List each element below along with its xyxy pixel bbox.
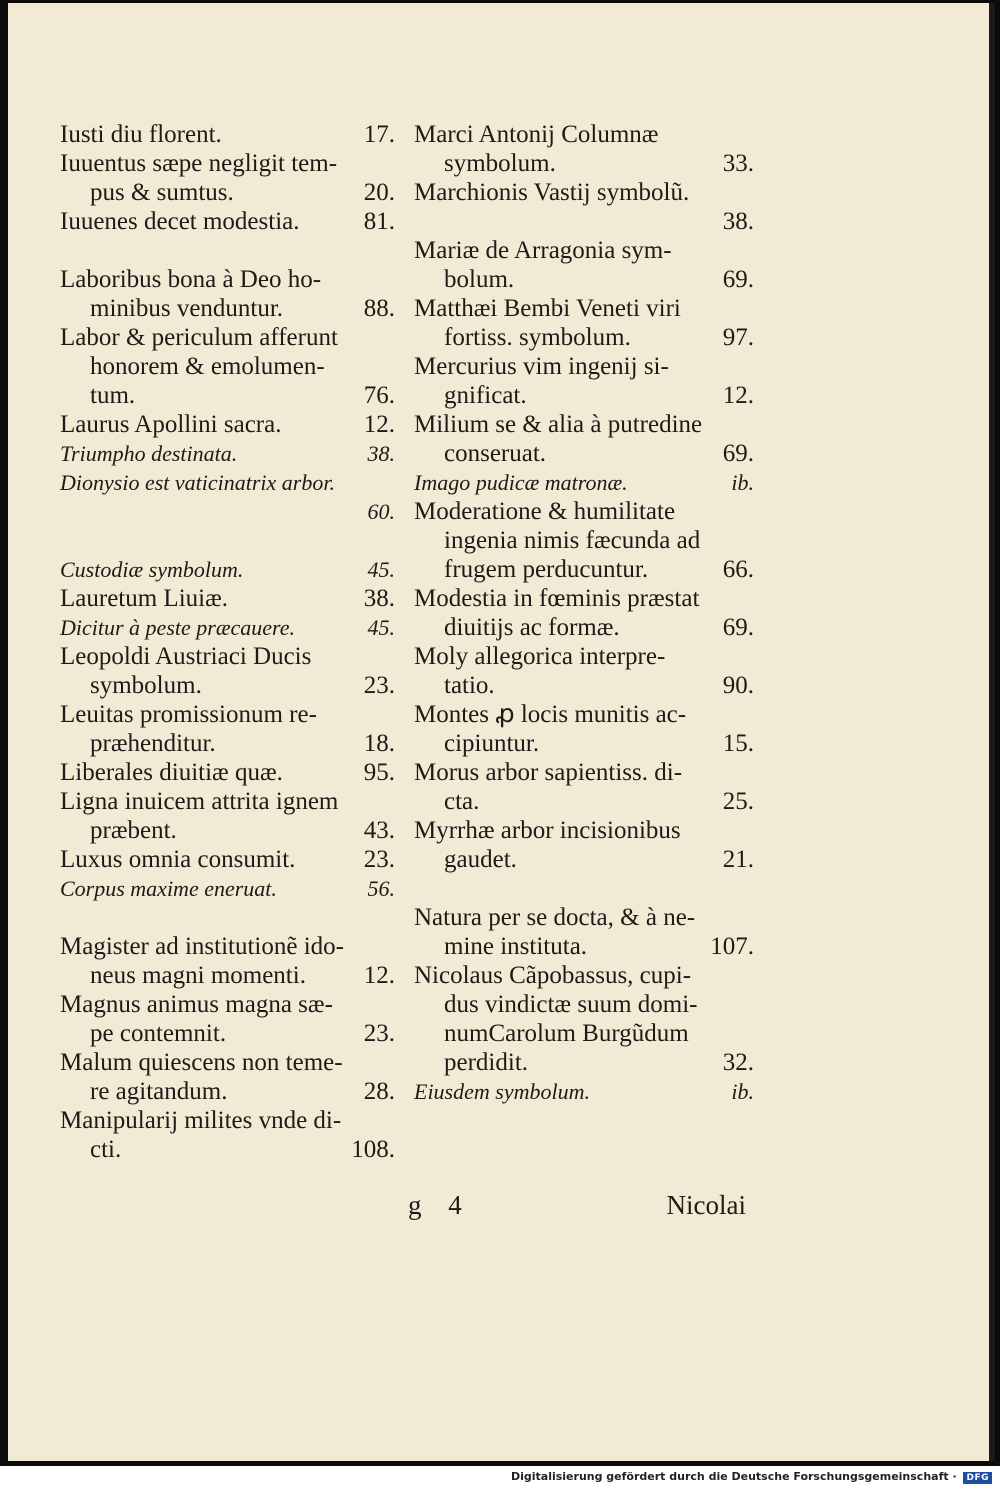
entry-text: Laboribus bona à Deo ho- — [60, 266, 322, 293]
index-entry — [60, 439, 395, 468]
page-reference: 23. — [363, 672, 395, 699]
page-reference: 33. — [722, 150, 754, 177]
entry-text: Iusti diu florent. — [60, 121, 222, 148]
index-entry — [60, 700, 395, 758]
entry-text: perdidit. — [444, 1049, 529, 1076]
page-reference: 45. — [367, 615, 395, 640]
entry-text — [444, 207, 717, 236]
entry-line — [60, 294, 395, 323]
page-reference: 12. — [363, 411, 395, 438]
index-entry — [414, 903, 754, 961]
page-reference: 66. — [722, 556, 754, 583]
index-entry — [60, 787, 395, 845]
section-gap — [60, 236, 395, 265]
entry-text: Manipularij milites vnde di- — [60, 1107, 342, 1134]
entry-line — [60, 207, 395, 236]
entry-line — [60, 323, 395, 352]
entry-text: Marchionis Vastij symbolũ. — [414, 179, 690, 206]
entry-line — [414, 700, 754, 729]
entry-text: Luxus omnia consumit. — [60, 846, 296, 873]
page-reference: 69. — [722, 440, 754, 467]
entry-text: præbent. — [90, 817, 177, 844]
entry-text: re agitandum. — [90, 1078, 228, 1105]
index-entry — [60, 207, 395, 236]
entry-text: Matthæi Bembi Veneti viri — [414, 295, 681, 322]
entry-line — [60, 468, 395, 497]
index-entry — [60, 845, 395, 874]
entry-line — [60, 178, 395, 207]
entry-line — [414, 207, 754, 236]
entry-text: Liberales diuitiæ quæ. — [60, 759, 283, 786]
page-reference: 32. — [722, 1049, 754, 1076]
entry-line — [60, 265, 395, 294]
page-reference: 95. — [363, 759, 395, 786]
entry-line — [414, 613, 754, 642]
index-entry — [60, 323, 395, 410]
entry-text: Laurus Apollini sacra. — [60, 411, 282, 438]
entry-text: Iuuentus sæpe negligit tem- — [60, 150, 338, 177]
page-reference: 108. — [351, 1136, 395, 1163]
entry-line — [60, 1077, 395, 1106]
index-entry — [60, 613, 395, 642]
entry-line — [60, 758, 395, 787]
page-reference: 69. — [722, 266, 754, 293]
entry-line — [414, 990, 754, 1019]
entry-line — [414, 468, 754, 497]
index-entry — [414, 294, 754, 352]
entry-line — [60, 439, 395, 468]
index-entry — [414, 236, 754, 294]
entry-text: Imago pudicæ matronæ. — [414, 470, 628, 495]
entry-text: pus & sumtus. — [90, 179, 234, 206]
entry-text: Moderatione & humilitate — [414, 498, 676, 525]
entry-line — [414, 932, 754, 961]
entry-text: ingenia nimis fæcunda ad — [444, 527, 701, 554]
page-reference: 45. — [367, 557, 395, 582]
entry-text: cti. — [90, 1136, 122, 1163]
entry-line — [60, 149, 395, 178]
index-entry — [60, 584, 395, 613]
entry-line — [414, 294, 754, 323]
entry-line — [60, 845, 395, 874]
entry-line — [60, 381, 395, 410]
index-entry — [414, 816, 754, 874]
index-entry — [60, 874, 395, 903]
page-reference: ib. — [731, 1079, 754, 1104]
index-entry — [60, 410, 395, 439]
entry-text: cta. — [444, 788, 480, 815]
index-entry — [60, 468, 395, 526]
entry-line — [414, 729, 754, 758]
entry-text: gaudet. — [444, 846, 517, 873]
entry-line — [414, 1048, 754, 1077]
entry-line — [414, 671, 754, 700]
entry-text: Labor & periculum afferunt — [60, 324, 338, 351]
entry-text: Mariæ de Arragonia sym- — [414, 237, 672, 264]
entry-text: tatio. — [444, 672, 495, 699]
page-reference: 25. — [722, 788, 754, 815]
signature-mark: g 4 — [408, 1190, 472, 1220]
entry-line — [414, 323, 754, 352]
index-entry — [414, 468, 754, 497]
entry-line — [414, 178, 754, 207]
entry-line — [60, 1106, 395, 1135]
dfg-logo: DFG — [963, 1472, 992, 1484]
credit-text: Digitalisierung gefördert durch die Deutsche Forschungsgemeinschaft · — [510, 1470, 957, 1483]
entry-text: Marci Antonij Columnæ — [414, 121, 659, 148]
entry-text: bolum. — [444, 266, 515, 293]
index-entry — [60, 932, 395, 990]
entry-line — [60, 410, 395, 439]
page-reference: 97. — [722, 324, 754, 351]
index-column-right — [414, 120, 754, 1106]
index-column-left — [60, 120, 395, 1164]
entry-line — [414, 352, 754, 381]
index-entry — [414, 497, 754, 584]
entry-text: honorem & emolumen- — [90, 353, 325, 380]
index-entry — [60, 758, 395, 787]
entry-line — [60, 1048, 395, 1077]
index-entry — [60, 265, 395, 323]
entry-text: Malum quiescens non teme- — [60, 1049, 343, 1076]
entry-line — [414, 265, 754, 294]
entry-line — [414, 439, 754, 468]
index-entry — [60, 1106, 395, 1164]
page-reference: 81. — [363, 208, 395, 235]
index-entry — [414, 352, 754, 410]
entry-text: fortiss. symbolum. — [444, 324, 631, 351]
entry-line — [414, 816, 754, 845]
entry-text: dus vindictæ suum domi- — [444, 991, 698, 1018]
page-reference: 18. — [363, 730, 395, 757]
page-reference: 60. — [367, 499, 395, 524]
entry-line — [60, 555, 395, 584]
section-gap — [60, 903, 395, 932]
entry-text: Natura per se docta, & à ne- — [414, 904, 696, 931]
index-entry — [414, 178, 754, 236]
entry-line — [60, 497, 395, 526]
entry-text: tum. — [90, 382, 136, 409]
page-reference: 28. — [363, 1078, 395, 1105]
entry-line — [414, 961, 754, 990]
entry-line — [60, 700, 395, 729]
entry-line — [60, 671, 395, 700]
entry-line — [414, 1019, 754, 1048]
index-entry — [414, 758, 754, 816]
index-entry — [414, 1077, 754, 1106]
entry-text: Magister ad institutionẽ ido- — [60, 933, 344, 960]
section-gap — [414, 874, 754, 903]
index-entry — [60, 642, 395, 700]
entry-line — [414, 845, 754, 874]
entry-text: Magnus animus magna sæ- — [60, 991, 333, 1018]
entry-line — [60, 787, 395, 816]
page-reference: 56. — [367, 876, 395, 901]
entry-line — [60, 1135, 395, 1164]
page-reference: 90. — [722, 672, 754, 699]
page-reference: 12. — [722, 382, 754, 409]
entry-line — [60, 729, 395, 758]
entry-line — [60, 961, 395, 990]
entry-text: diuitijs ac formæ. — [444, 614, 620, 641]
entry-line — [60, 352, 395, 381]
page-reference: 107. — [710, 933, 754, 960]
entry-line — [414, 149, 754, 178]
entry-line — [414, 381, 754, 410]
entry-text: gnificat. — [444, 382, 527, 409]
section-gap — [60, 526, 395, 555]
entry-text: Dicitur à peste præcauere. — [60, 615, 296, 640]
page-reference: 88. — [363, 295, 395, 322]
entry-line — [60, 874, 395, 903]
entry-text: Leuitas promissionum re- — [60, 701, 317, 728]
entry-line — [414, 555, 754, 584]
entry-text: Lauretum Liuiæ. — [60, 585, 229, 612]
entry-text: Eiusdem symbolum. — [414, 1079, 590, 1104]
index-entry — [414, 120, 754, 178]
entry-line — [60, 1019, 395, 1048]
page-reference: 15. — [722, 730, 754, 757]
entry-text: Mercurius vim ingenij si- — [414, 353, 669, 380]
entry-line — [414, 236, 754, 265]
entry-line — [414, 903, 754, 932]
entry-text: Moly allegorica interpre- — [414, 643, 666, 670]
index-entry — [414, 961, 754, 1077]
entry-line — [414, 642, 754, 671]
entry-line — [60, 990, 395, 1019]
entry-text — [90, 497, 362, 526]
entry-text: frugem perducuntur. — [444, 556, 649, 583]
entry-text: minibus venduntur. — [90, 295, 284, 322]
entry-line — [414, 120, 754, 149]
entry-line — [414, 787, 754, 816]
page-footer — [406, 1190, 746, 1230]
index-entry — [60, 120, 395, 149]
entry-text: Nicolaus Cãpobassus, cupi- — [414, 962, 692, 989]
entry-text: Triumpho destinata. — [60, 441, 238, 466]
entry-text: præhenditur. — [90, 730, 216, 757]
entry-line — [60, 120, 395, 149]
page-reference: ib. — [731, 470, 754, 495]
page-reference: 38. — [363, 585, 395, 612]
index-entry — [60, 1048, 395, 1106]
entry-line — [60, 816, 395, 845]
page-reference: 69. — [722, 614, 754, 641]
entry-line — [60, 613, 395, 642]
entry-text: Custodiæ symbolum. — [60, 557, 244, 582]
entry-line — [414, 497, 754, 526]
entry-text: symbolum. — [90, 672, 202, 699]
entry-line — [414, 526, 754, 555]
index-entry — [60, 990, 395, 1048]
entry-text: Dionysio est vaticinatrix arbor. — [60, 470, 335, 495]
page-reference: 23. — [363, 1020, 395, 1047]
index-entry — [414, 700, 754, 758]
page-reference: 23. — [363, 846, 395, 873]
catchword: Nicolai — [666, 1190, 746, 1220]
entry-text: Milium se & alia à putredine — [414, 411, 703, 438]
page-reference: 12. — [363, 962, 395, 989]
entry-line — [60, 642, 395, 671]
index-entry — [414, 584, 754, 642]
entry-text: numCarolum Burgũdum — [444, 1020, 689, 1047]
digitization-credit — [511, 1470, 992, 1484]
entry-text: Iuuenes decet modestia. — [60, 208, 300, 235]
entry-text: Ligna inuicem attrita ignem — [60, 788, 339, 815]
entry-line — [414, 410, 754, 439]
index-entry — [414, 642, 754, 700]
page-reference: 17. — [363, 121, 395, 148]
page-reference: 76. — [363, 382, 395, 409]
entry-text: Montes ꝓ locis munitis ac- — [414, 701, 687, 728]
entry-text: conseruat. — [444, 440, 547, 467]
entry-text: mine instituta. — [444, 933, 588, 960]
entry-text: Modestia in fœminis præstat — [414, 585, 700, 612]
index-entry — [60, 555, 395, 584]
entry-text: cipiuntur. — [444, 730, 540, 757]
entry-line — [414, 758, 754, 787]
entry-text: Leopoldi Austriaci Ducis — [60, 643, 312, 670]
entry-text: Corpus maxime eneruat. — [60, 876, 277, 901]
entry-line — [414, 1077, 754, 1106]
page-reference: 43. — [363, 817, 395, 844]
page-reference: 21. — [722, 846, 754, 873]
entry-text: Myrrhæ arbor incisionibus — [414, 817, 681, 844]
page-reference: 38. — [722, 208, 754, 235]
index-entry — [60, 149, 395, 207]
entry-text: Morus arbor sapientiss. di- — [414, 759, 683, 786]
index-entry — [414, 410, 754, 468]
entry-line — [414, 584, 754, 613]
book-page — [8, 3, 995, 1461]
entry-line — [60, 584, 395, 613]
entry-text: pe contemnit. — [90, 1020, 227, 1047]
page-reference: 38. — [367, 441, 395, 466]
page-reference: 20. — [363, 179, 395, 206]
entry-text: symbolum. — [444, 150, 556, 177]
entry-line — [60, 932, 395, 961]
entry-text: neus magni momenti. — [90, 962, 306, 989]
